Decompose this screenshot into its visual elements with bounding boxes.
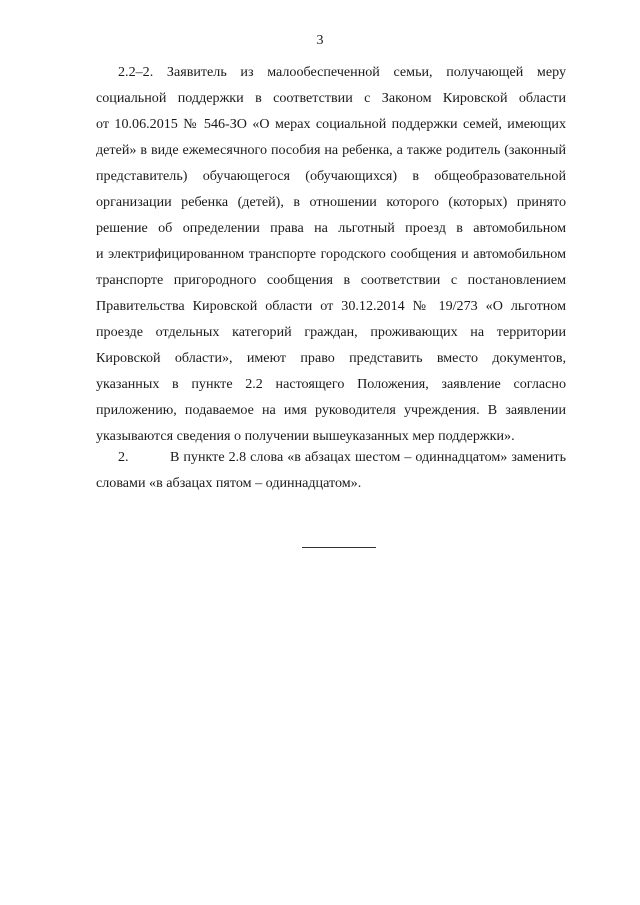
paragraph-item-2: [96, 444, 566, 496]
paragraph-line: словами «в абзацах пятом – одиннадцатом».: [96, 475, 362, 491]
paragraph-line: [96, 444, 566, 470]
paragraph-line: проезде отдельных категорий граждан, проживающих на территории: [96, 324, 566, 340]
paragraph-line: и электрифицированном транспорте городского сообщения и автомобильном: [96, 246, 566, 262]
paragraph-line: указываются сведения о получении вышеуказанных мер поддержки».: [96, 428, 515, 444]
page-number: 3: [316, 33, 324, 48]
paragraph-line: Кировской области», имеют право представить вместо документов,: [96, 350, 566, 366]
paragraph-line: 2.2–2. Заявитель из малообеспеченной семьи, получающей меру: [118, 64, 566, 80]
paragraph-line: решение об определении права на льготный проезд в автомобильном: [96, 220, 566, 236]
item-number: 2.: [118, 449, 129, 465]
paragraph-line: организации ребенка (детей), в отношении которого (которых) принято: [96, 194, 566, 210]
end-separator-line: [302, 547, 376, 548]
paragraph-line: детей» в виде ежемесячного пособия на ребенка, а также родитель (законный: [96, 142, 566, 158]
paragraph-line: указанных в пункте 2.2 настоящего Положения, заявление согласно: [96, 376, 566, 392]
paragraph-line: от 10.06.2015 № 546-ЗО «О мерах социальной поддержки семей, имеющих: [96, 116, 566, 132]
paragraph-line: Правительства Кировской области от 30.12.2014 № 19/273 «О льготном: [96, 298, 566, 314]
item-text: В пункте 2.8 слова «в абзацах шестом – одиннадцатом» заменить: [170, 449, 566, 465]
paragraph-line: представитель) обучающегося (обучающихся) в общеобразовательной: [96, 168, 566, 184]
paragraph-line: приложению, подаваемое на имя руководителя учреждения. В заявлении: [96, 402, 566, 418]
paragraph-2-2-2: [96, 59, 566, 449]
paragraph-line: транспорте пригородного сообщения в соответствии с постановлением: [96, 272, 566, 288]
paragraph-line: социальной поддержки в соответствии с Законом Кировской области: [96, 90, 566, 106]
